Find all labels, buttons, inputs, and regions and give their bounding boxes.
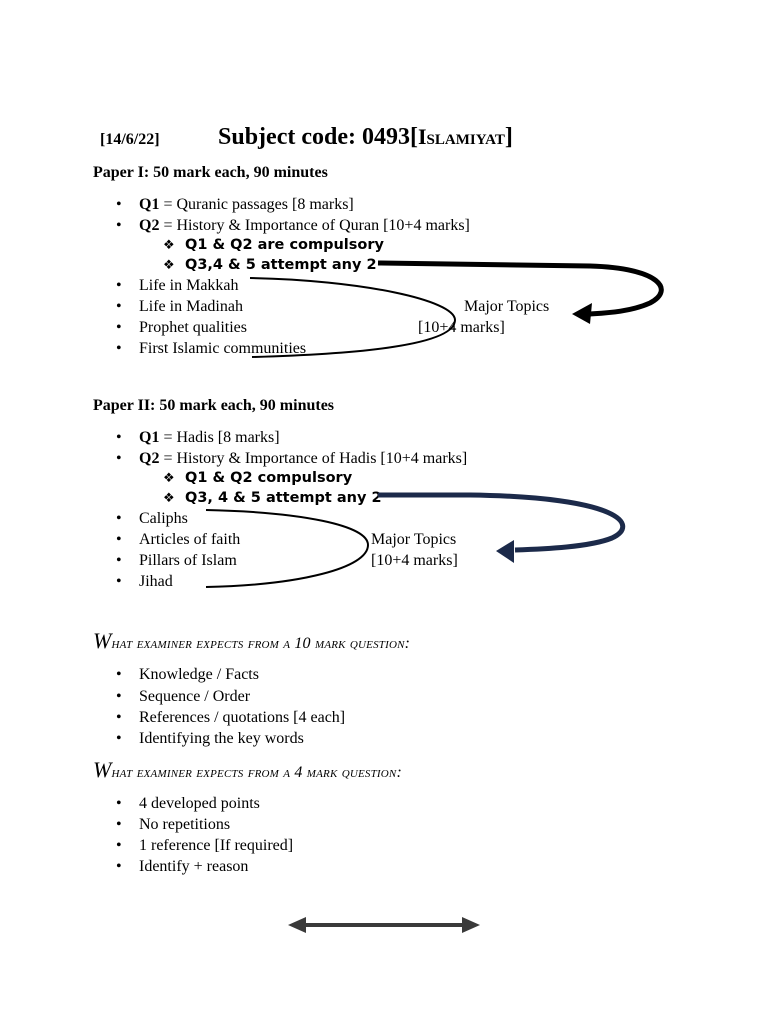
paper1-marks: [10+4 marks]: [418, 319, 505, 336]
paper2-arrow-head-icon: [496, 540, 514, 563]
paper1-topic: Life in Makkah: [139, 277, 239, 294]
paper2-sub2-text: Q3, 4 & 5 attempt any 2: [185, 490, 382, 506]
paper1-topic: Prophet qualities: [139, 319, 247, 336]
paper1-topic: Life in Madinah: [139, 298, 243, 315]
paper2-topic: Caliphs: [139, 510, 188, 527]
paper1-arrow-shaft: [378, 263, 661, 314]
paper1-bracket-curve: [250, 278, 455, 357]
paper2-q1-label: Q1: [139, 429, 160, 446]
paper1-topic: First Islamic communities: [139, 340, 307, 357]
ten-mark-heading-initial: W: [93, 628, 112, 653]
paper2-topic: Articles of faith: [139, 531, 241, 548]
paper2-q2-text: = History & Importance of Hadis [10+4 marks]: [159, 450, 468, 467]
diamond-bullet-icon: ❖: [163, 258, 175, 273]
paper1-q2-label: Q2: [139, 217, 160, 234]
paper2-q2-label: Q2: [139, 450, 160, 467]
paper1-sub1-text: Q1 & Q2 are compulsory: [185, 237, 384, 253]
four-mark-heading-initial: W: [93, 757, 112, 782]
paper1-major-topics: Major Topics: [464, 298, 550, 315]
paper2-topic: Pillars of Islam: [139, 552, 237, 569]
ten-mark-item: References / quotations [4 each]: [139, 709, 346, 726]
title-close: ]: [504, 124, 513, 150]
ten-mark-item: Knowledge / Facts: [139, 666, 259, 683]
paper2-q1-text: = Hadis [8 marks]: [159, 429, 280, 446]
paper2-topic: Jihad: [139, 573, 173, 590]
title-subject: Islamiyat: [417, 124, 505, 149]
diamond-bullet-icon: ❖: [163, 491, 175, 506]
paper2-marks: [10+4 marks]: [371, 552, 458, 569]
date-label: [14/6/22]: [100, 131, 160, 148]
four-mark-item: No repetitions: [139, 816, 231, 833]
paper2-major-topics: Major Topics: [371, 531, 457, 548]
paper1-q2-text: = History & Importance of Quran [10+4 marks]: [159, 217, 470, 234]
paper1-q1-label: Q1: [139, 196, 160, 213]
paper2-arrow-shaft: [378, 495, 623, 550]
paper1-sub2-text: Q3,4 & 5 attempt any 2: [185, 257, 377, 273]
ten-mark-heading-rest: hat examiner expects from a 10 mark question:: [111, 635, 411, 652]
paper2-heading: Paper II: 50 mark each, 90 minutes: [93, 397, 335, 414]
four-mark-item: 1 reference [If required]: [139, 837, 294, 854]
four-mark-item: 4 developed points: [139, 795, 260, 812]
four-mark-item: Identify + reason: [139, 858, 249, 875]
ten-mark-item: Sequence / Order: [139, 688, 251, 705]
paper1-heading: Paper I: 50 mark each, 90 minutes: [93, 164, 328, 181]
paper2-bracket-curve: [206, 510, 368, 587]
diamond-bullet-icon: ❖: [163, 471, 175, 486]
four-mark-heading-rest: hat examiner expects from a 4 mark question:: [111, 764, 402, 781]
double-arrow-right-head-icon: [462, 917, 480, 933]
diamond-bullet-icon: ❖: [163, 238, 175, 253]
paper1-arrow-head-icon: [572, 303, 592, 324]
paper2-sub1-text: Q1 & Q2 compulsory: [185, 470, 353, 486]
paper1-q1-text: = Quranic passages [8 marks]: [159, 196, 354, 213]
ten-mark-item: Identifying the key words: [139, 730, 304, 747]
double-arrow-left-head-icon: [288, 917, 306, 933]
title-main: Subject code: 0493[: [218, 124, 418, 150]
